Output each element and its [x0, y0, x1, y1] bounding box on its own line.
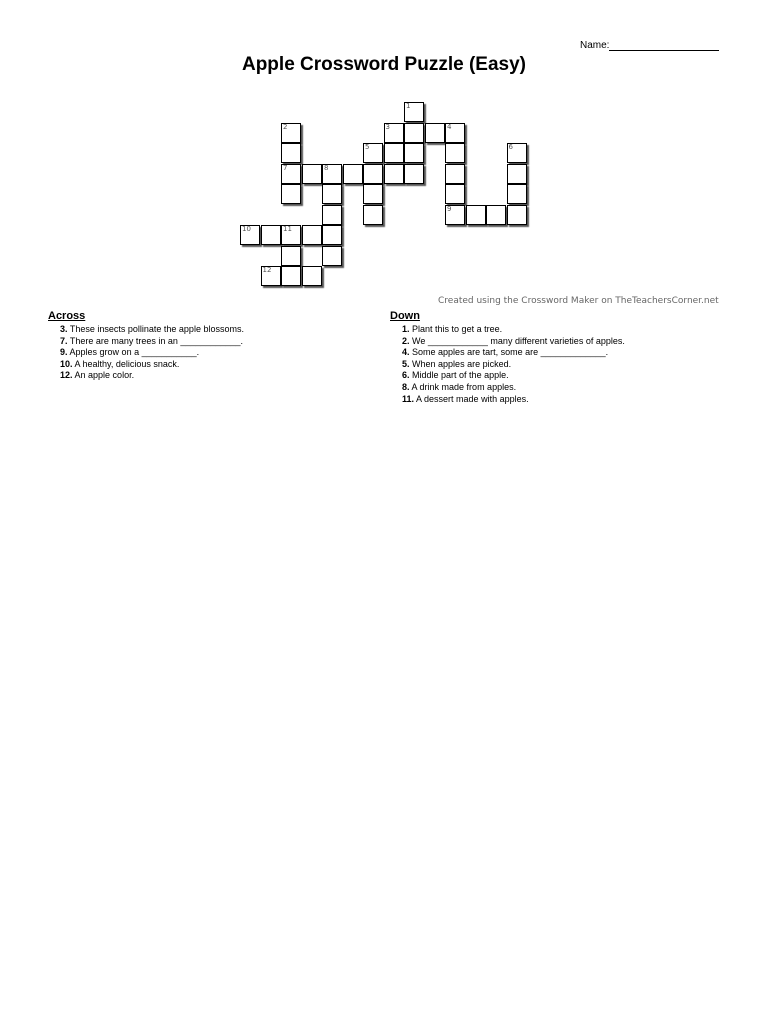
grid-cell: [281, 184, 301, 204]
grid-cell: [322, 246, 342, 266]
name-label: Name:: [580, 40, 610, 51]
clue-text: A dessert made with apples.: [416, 393, 529, 404]
grid-cell: [507, 143, 527, 163]
grid-cell: [281, 143, 301, 163]
grid-cell: [363, 205, 383, 225]
grid-cell: [302, 164, 322, 184]
grid-cell: [445, 123, 465, 143]
credit-text: Created using the Crossword Maker on TheTeachersCorner.net: [438, 296, 719, 306]
clue-down-8: [402, 382, 625, 394]
cell-number: 1: [406, 102, 411, 110]
clue-text: When apples are picked.: [412, 358, 512, 369]
cell-number: 2: [283, 122, 288, 131]
grid-cell: [363, 164, 383, 184]
grid-cell: [281, 266, 301, 286]
cell-number: 7: [283, 163, 288, 172]
cell-number: 9: [447, 204, 452, 213]
grid-cell: [281, 164, 301, 184]
name-blank-line: [609, 40, 719, 51]
grid-cell: [384, 143, 404, 163]
cell-number: 6: [508, 143, 513, 151]
name-field: [580, 40, 719, 51]
grid-cell: [384, 123, 404, 143]
grid-cell: [404, 123, 424, 143]
clue-text: Middle part of the apple.: [412, 370, 509, 381]
across-clues: [48, 310, 244, 382]
grid-cell: [507, 164, 527, 184]
clue-text: These insects pollinate the apple blossoms.: [69, 324, 244, 334]
clue-number: 10.: [60, 358, 73, 369]
grid-cell: [322, 184, 342, 204]
grid-cell: [322, 164, 342, 184]
clue-number: 4.: [402, 347, 410, 358]
clue-number: 2.: [402, 335, 410, 346]
clue-text: Plant this to get a tree.: [412, 324, 503, 334]
clue-across-10: [60, 359, 244, 371]
cell-number: 5: [365, 143, 370, 151]
grid-cell: [363, 143, 383, 163]
clue-number: 12.: [60, 370, 73, 381]
clue-text: A healthy, delicious snack.: [74, 358, 180, 369]
grid-cell: [261, 225, 281, 245]
clue-down-5: [402, 359, 625, 371]
clue-down-11: [402, 394, 625, 406]
clue-text: There are many trees in an ____________.: [69, 335, 243, 346]
grid-cell: [507, 205, 527, 225]
grid-cell: [404, 143, 424, 163]
clue-across-9: [60, 347, 244, 359]
down-heading: Down: [390, 310, 420, 322]
clue-text: An apple color.: [74, 370, 135, 381]
cell-number: 11: [283, 225, 292, 233]
clue-number: 7.: [60, 335, 68, 346]
cell-number: 12: [262, 266, 272, 274]
grid-cell: [281, 225, 301, 245]
clue-number: 6.: [402, 370, 410, 381]
cell-number: 3: [385, 122, 390, 131]
grid-cell: [363, 184, 383, 204]
grid-cell: [322, 205, 342, 225]
grid-cell: [486, 205, 506, 225]
clue-text: Some apples are tart, some are _____________.: [412, 347, 609, 358]
clue-down-2: [402, 336, 625, 348]
grid-cell: [261, 266, 281, 286]
clue-text: A drink made from apples.: [411, 381, 517, 392]
grid-cell: [445, 184, 465, 204]
clue-text: We ____________ many different varieties of apples.: [412, 335, 625, 346]
down-clues: [390, 310, 625, 405]
clue-across-3: [60, 324, 244, 336]
clue-number: 5.: [402, 358, 410, 369]
grid-cell: [507, 184, 527, 204]
grid-cell: [343, 164, 363, 184]
grid-cell: [281, 246, 301, 266]
clue-number: 8.: [402, 381, 410, 392]
grid-cell: [240, 225, 260, 245]
grid-cell: [466, 205, 486, 225]
clue-across-12: [60, 370, 244, 382]
grid-cell: [404, 164, 424, 184]
across-heading: Across: [48, 310, 86, 322]
grid-cell: [404, 102, 424, 122]
grid-cell: [445, 205, 465, 225]
cell-number: 10: [242, 225, 251, 233]
cell-number: 8: [324, 163, 329, 172]
clue-number: 3.: [60, 324, 68, 334]
clue-down-6: [402, 370, 625, 382]
page-title: Apple Crossword Puzzle (Easy): [241, 54, 526, 75]
grid-cell: [302, 266, 322, 286]
clue-down-1: [402, 324, 625, 336]
clue-across-7: [60, 336, 244, 348]
clue-text: Apples grow on a ___________.: [69, 347, 200, 358]
clue-number: 1.: [402, 324, 410, 334]
grid-cell: [384, 164, 404, 184]
clue-number: 9.: [60, 347, 68, 358]
grid-cell: [281, 123, 301, 143]
grid-cell: [322, 225, 342, 245]
clue-number: 11.: [402, 393, 415, 404]
clue-down-4: [402, 347, 625, 359]
grid-cell: [445, 143, 465, 163]
grid-cell: [425, 123, 445, 143]
grid-cell: [302, 225, 322, 245]
grid-cell: [445, 164, 465, 184]
crossword-grid: [240, 102, 540, 302]
cell-number: 4: [447, 122, 452, 131]
